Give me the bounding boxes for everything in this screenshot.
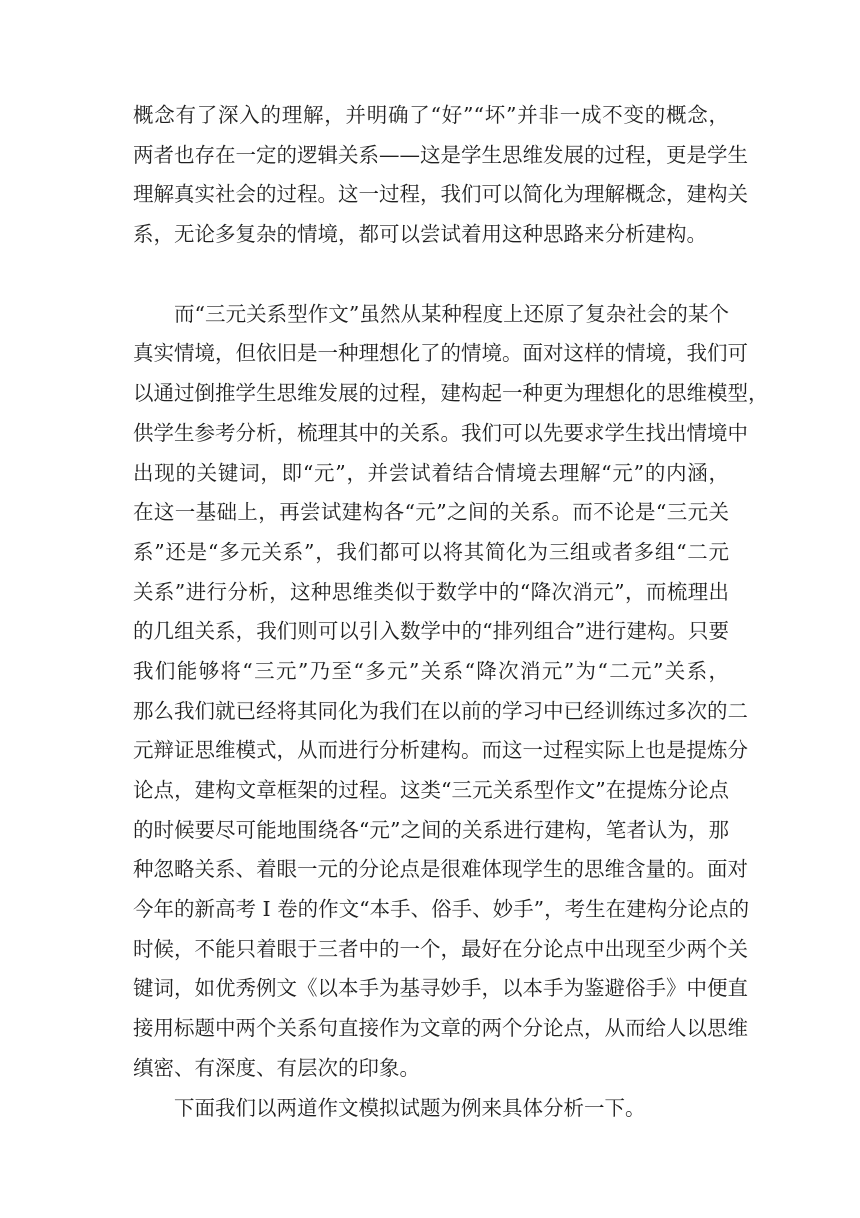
text-line: 的几组关系，我们则可以引入数学中的“排列组合”进行建构。只要 (133, 619, 729, 644)
text-line: 今年的新高考 I 卷的作文“本手、俗手、妙手”，考生在建构分论点的 (133, 897, 750, 922)
paragraph-3 (133, 1089, 729, 1129)
paragraph-2 (133, 295, 769, 1089)
text-line: 而“三元关系型作文”虽然从某种程度上还原了复杂社会的某个 (174, 301, 729, 326)
text-line: 论点，建构文章框架的过程。这类“三元关系型作文”在提炼分论点 (133, 778, 729, 802)
text-line: 在这一基础上，再尝试建构各“元”之间的关系。而不论是“三元关 (133, 500, 729, 525)
text-line: 关系”进行分析，这种思维类似于数学中的“降次消元”，而梳理出 (133, 579, 729, 604)
text-line: 真实情境，但依旧是一种理想化了的情境。面对这样的情境，我们可 (133, 341, 748, 366)
text-line: 接用标题中两个关系句直接作为文章的两个分论点，从而给人以思维 (133, 1016, 748, 1041)
text-line: 种忽略关系、着眼一元的分论点是很难体现学生的思维含量的。面对 (133, 857, 748, 882)
text-line: 两者也存在一定的逻辑关系——这是学生思维发展的过程，更是学生 (133, 142, 748, 167)
paragraph-1 (133, 96, 748, 255)
text-line: 系，无论多复杂的情境，都可以尝试着用这种思路来分析建构。 (133, 222, 707, 247)
text-line: 我们能够将“三元”乃至“多元”关系“降次消元”为“二元”关系， (133, 658, 729, 683)
text-line: 以通过倒推学生思维发展的过程，建构起一种更为理想化的思维模型， (133, 381, 769, 406)
text-line: 理解真实社会的过程。这一过程，我们可以简化为理解概念，建构关 (133, 182, 748, 207)
text-line: 出现的关键词，即“元”，并尝试着结合情境去理解“元”的内涵， (133, 460, 729, 485)
text-line: 元辩证思维模式，从而进行分析建构。而这一过程实际上也是提炼分 (133, 738, 748, 763)
document-body (133, 96, 769, 1128)
text-line: 系”还是“多元关系”，我们都可以将其简化为三组或者多组“二元 (133, 539, 729, 564)
text-line: 供学生参考分析，梳理其中的关系。我们可以先要求学生找出情境中 (133, 420, 748, 445)
text-line: 概念有了深入的理解，并明确了“好”“坏”并非一成不变的概念， (133, 103, 729, 127)
text-line: 的时候要尽可能地围绕各“元”之间的关系进行建构，笔者认为，那 (133, 817, 729, 842)
text-line: 那么我们就已经将其同化为我们在以前的学习中已经训练过多次的二 (133, 698, 748, 723)
text-line: 缜密、有深度、有层次的印象。 (133, 1055, 420, 1080)
text-line: 下面我们以两道作文模拟试题为例来具体分析一下。 (174, 1095, 646, 1120)
text-line: 时候，不能只着眼于三者中的一个，最好在分论点中出现至少两个关 (133, 936, 748, 961)
text-line: 键词，如优秀例文《以本手为基寻妙手，以本手为鉴避俗手》中便直 (133, 976, 748, 1001)
